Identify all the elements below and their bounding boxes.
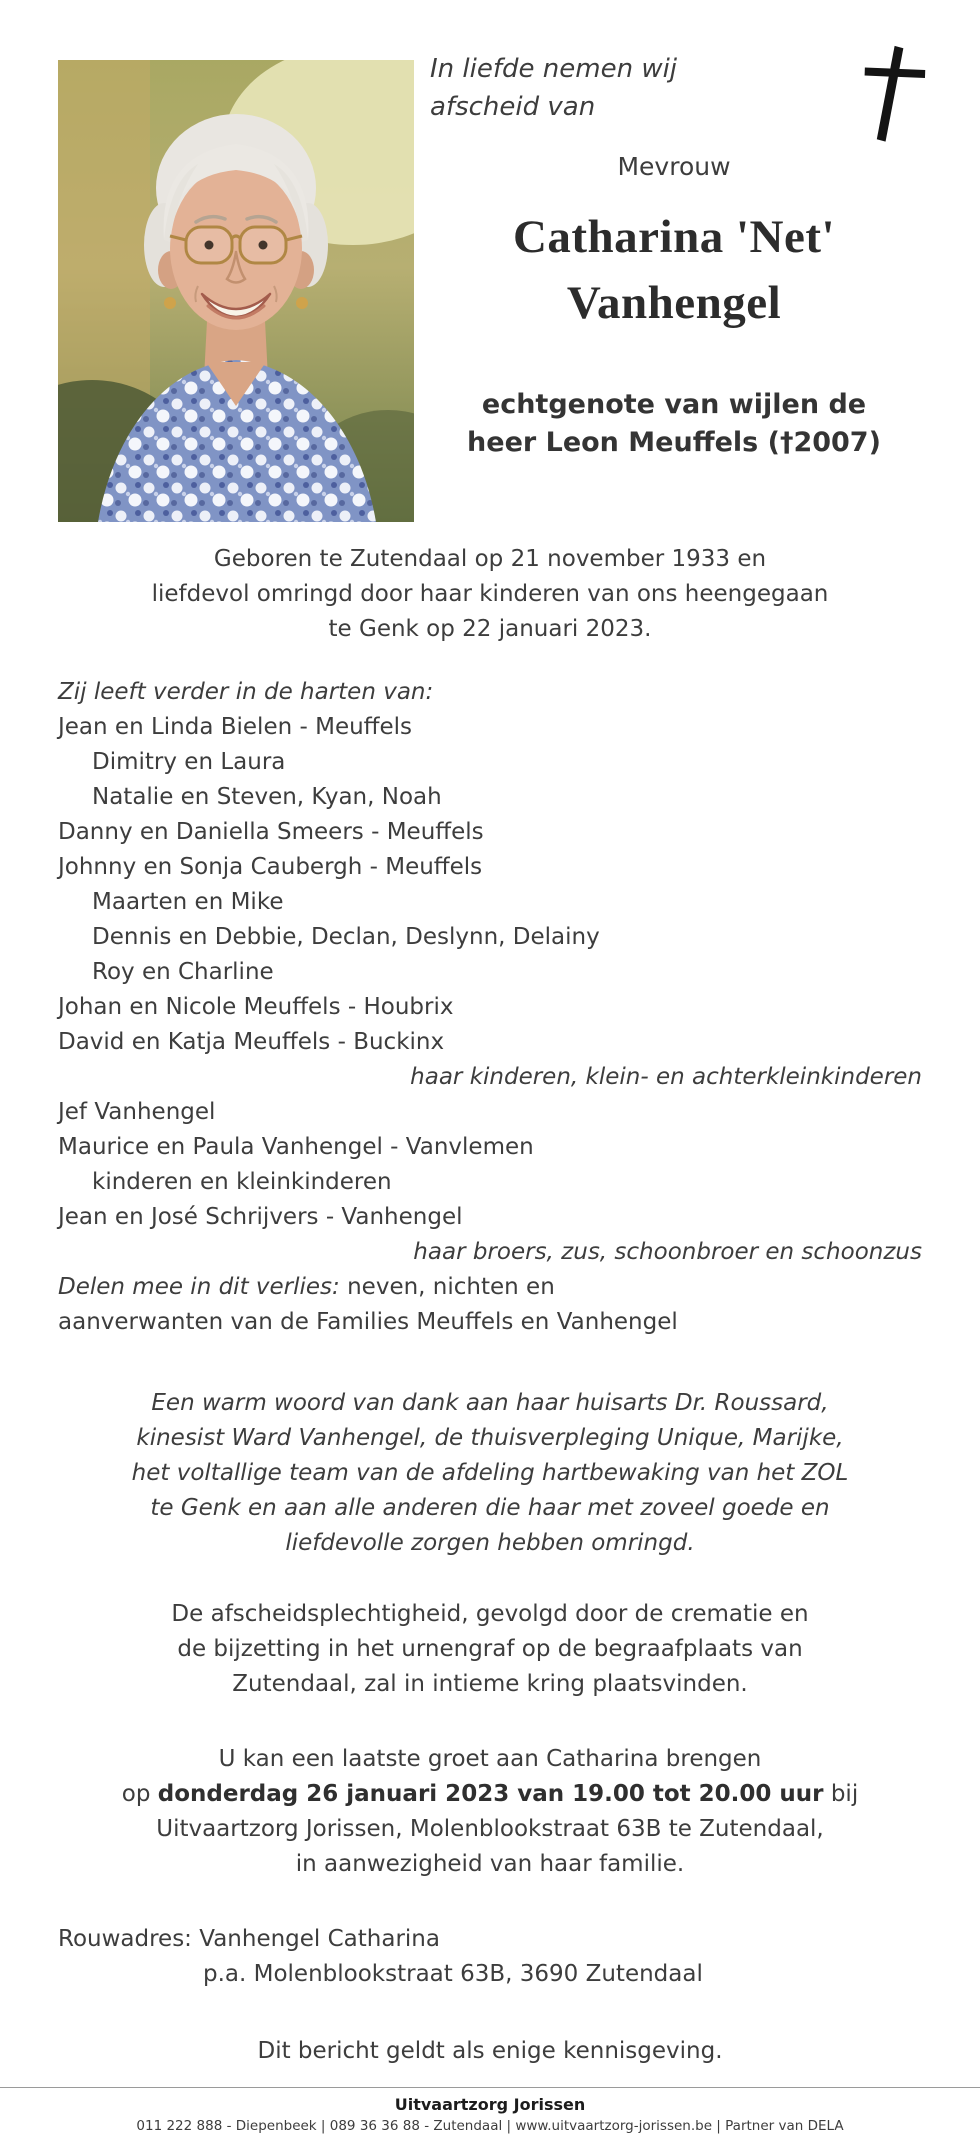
thanks-line: Een warm woord van dank aan haar huisarts Dr. Roussard, bbox=[151, 1390, 829, 1416]
intro-line-1: In liefde nemen wij bbox=[430, 54, 678, 84]
greeting-line-2 bbox=[58, 1777, 922, 1812]
family-item: kinderen en kleinkinderen bbox=[92, 1169, 392, 1195]
thanks-line: kinesist Ward Vanhengel, de thuisverpleging Unique, Marijke, bbox=[136, 1425, 844, 1451]
family-relation-note: haar kinderen, klein- en achterkleinkinderen bbox=[410, 1064, 922, 1090]
card-body bbox=[0, 542, 980, 2069]
greeting-line-2-post: bij bbox=[823, 1781, 859, 1807]
portrait-photo-image bbox=[58, 60, 414, 522]
spouse-subtitle-line-2: heer Leon Meuffels (†2007) bbox=[467, 427, 881, 458]
closing-note: Dit bericht geldt als enige kennisgeving. bbox=[257, 2038, 723, 2064]
family-item: Jean en Linda Bielen - Meuffels bbox=[58, 714, 413, 740]
family-relation-note: haar broers, zus, schoonbroer en schoonzus bbox=[413, 1239, 922, 1265]
footer bbox=[0, 2087, 980, 2144]
family-item: Johnny en Sonja Caubergh - Meuffels bbox=[58, 854, 483, 880]
birth-death-line: te Genk op 22 januari 2023. bbox=[328, 616, 652, 642]
salutation: Mevrouw bbox=[617, 152, 731, 181]
deceased-name bbox=[418, 204, 930, 336]
family-item: Johan en Nicole Meuffels - Houbrix bbox=[58, 994, 454, 1020]
share-line-2: aanverwanten van de Families Meuffels en Vanhengel bbox=[58, 1309, 678, 1335]
thanks-paragraph bbox=[58, 1386, 922, 1561]
funeral-home-name: Uitvaartzorg Jorissen bbox=[394, 2095, 586, 2114]
memorial-cross-icon bbox=[850, 42, 934, 146]
birth-death-paragraph bbox=[58, 542, 922, 647]
family-item: David en Katja Meuffels - Buckinx bbox=[58, 1029, 445, 1055]
portrait-photo bbox=[58, 60, 414, 522]
cross-icon bbox=[850, 42, 934, 146]
greeting-line-1: U kan een laatste groet aan Catharina brengen bbox=[218, 1746, 762, 1772]
thanks-line: liefdevolle zorgen hebben omringd. bbox=[285, 1530, 695, 1556]
birth-death-line: Geboren te Zutendaal op 21 november 1933 en bbox=[213, 546, 767, 572]
ceremony-line: Zutendaal, zal in intieme kring plaatsvinden. bbox=[232, 1671, 748, 1697]
family-item: Maurice en Paula Vanhengel - Vanvlemen bbox=[58, 1134, 534, 1160]
intro-text bbox=[430, 50, 677, 126]
deceased-name-line-2: Vanhengel bbox=[566, 277, 782, 329]
header bbox=[0, 0, 980, 542]
family-item: Dennis en Debbie, Declan, Deslynn, Delainy bbox=[92, 924, 600, 950]
family-item: Jean en José Schrijvers - Vanhengel bbox=[58, 1204, 463, 1230]
spouse-subtitle-line-1: echtgenote van wijlen de bbox=[481, 389, 867, 420]
mourning-address-line-2: p.a. Molenblookstraat 63B, 3690 Zutendaal bbox=[203, 1961, 703, 1987]
ceremony-line: De afscheidsplechtigheid, gevolgd door de crematie en bbox=[171, 1601, 809, 1627]
family-item: Danny en Daniella Smeers - Meuffels bbox=[58, 819, 484, 845]
greeting-line-3: Uitvaartzorg Jorissen, Molenblookstraat 63B te Zutendaal, bbox=[156, 1816, 824, 1842]
family-item: Roy en Charline bbox=[92, 959, 274, 985]
birth-death-line: liefdevol omringd door haar kinderen van ons heengegaan bbox=[151, 581, 829, 607]
share-line-1 bbox=[58, 1270, 922, 1305]
family-list bbox=[58, 675, 922, 1340]
spouse-subtitle bbox=[418, 386, 930, 462]
funeral-home-contact: 011 222 888 - Diepenbeek | 089 36 36 88 - Zutendaal | www.uitvaartzorg-jorissen.be | Partner van DELA bbox=[136, 2118, 844, 2134]
ceremony-line: de bijzetting in het urnengraf op de begraafplaats van bbox=[177, 1636, 803, 1662]
family-item: Jef Vanhengel bbox=[58, 1099, 216, 1125]
mourning-address-line-1: Rouwadres: Vanhengel Catharina bbox=[58, 1926, 440, 1952]
share-line-rest: neven, nichten en bbox=[339, 1274, 555, 1300]
greeting-line-2-pre: op bbox=[121, 1781, 158, 1807]
greeting-line-4: in aanwezigheid van haar familie. bbox=[295, 1851, 685, 1877]
ceremony-paragraph bbox=[58, 1597, 922, 1702]
family-item: Dimitry en Laura bbox=[92, 749, 286, 775]
thanks-line: het voltallige team van de afdeling hartbewaking van het ZOL bbox=[131, 1460, 849, 1486]
family-item: Natalie en Steven, Kyan, Noah bbox=[92, 784, 442, 810]
deceased-name-line-1: Catharina 'Net' bbox=[512, 211, 836, 263]
mourning-address bbox=[58, 1922, 922, 1992]
intro-line-2: afscheid van bbox=[430, 92, 596, 122]
footer-divider bbox=[0, 2087, 980, 2088]
share-line-italic: Delen mee in dit verlies: bbox=[58, 1274, 340, 1300]
visit-datetime: donderdag 26 januari 2023 van 19.00 tot 20.00 uur bbox=[157, 1781, 824, 1807]
family-intro: Zij leeft verder in de harten van: bbox=[58, 679, 434, 705]
thanks-line: te Genk en aan alle anderen die haar met zoveel goede en bbox=[150, 1495, 830, 1521]
family-item: Maarten en Mike bbox=[92, 889, 284, 915]
title-block bbox=[418, 152, 930, 462]
last-greeting-paragraph bbox=[58, 1742, 922, 1882]
